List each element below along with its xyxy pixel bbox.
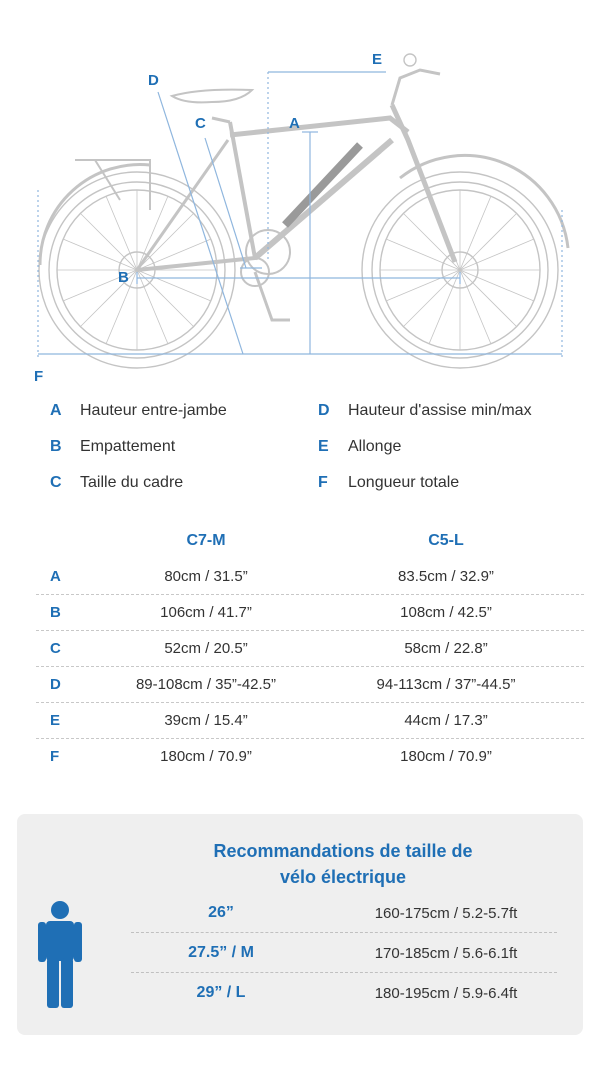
cell-c7m: 180cm / 70.9” [160, 747, 252, 765]
person-icon [37, 900, 83, 1008]
legend-item-a [50, 402, 227, 420]
cell-c7m: 80cm / 31.5” [164, 567, 248, 585]
size-recommendation-panel [17, 814, 583, 1035]
legend-letter: D [318, 402, 330, 419]
recommendation-row [131, 974, 557, 1012]
legend-letter: E [318, 438, 329, 455]
dim-label-a: A [289, 115, 300, 132]
row-letter: A [50, 567, 61, 585]
cell-c5l: 83.5cm / 32.9” [398, 567, 494, 585]
height-range: 160-175cm / 5.2-5.7ft [374, 904, 518, 922]
legend-letter: B [50, 438, 62, 455]
bike-illustration [0, 0, 600, 390]
recommendation-title-line1: Recommandations de taille de [213, 841, 473, 861]
row-letter: C [50, 639, 61, 657]
bike-geometry-diagram [0, 0, 600, 390]
legend-letter: C [50, 474, 62, 491]
column-header-c7m: C7-M [186, 532, 226, 549]
wheel-size: 29” / L [196, 984, 246, 1001]
cell-c5l: 44cm / 17.3” [404, 711, 488, 729]
dim-line-c [205, 138, 246, 268]
row-letter: B [50, 603, 61, 621]
legend-label: Longueur totale [348, 474, 460, 491]
column-header-c5l: C5-L [428, 532, 464, 549]
height-range: 180-195cm / 5.9-6.4ft [374, 984, 518, 1002]
legend-letter: A [50, 402, 62, 419]
dim-label-d: D [148, 72, 159, 89]
cell-c7m: 39cm / 15.4” [164, 711, 248, 729]
wheel-size: 26” [208, 904, 234, 921]
cell-c5l: 180cm / 70.9” [400, 747, 492, 765]
table-row [36, 666, 584, 703]
recommendation-title [167, 838, 519, 890]
row-letter: F [50, 747, 60, 765]
cell-c5l: 108cm / 42.5” [400, 603, 492, 621]
legend-letter: F [318, 474, 328, 491]
cell-c5l: 94-113cm / 37”-44.5” [376, 675, 516, 693]
recommendation-row [131, 934, 557, 973]
table-row [36, 630, 584, 667]
recommendation-row [131, 894, 557, 933]
cell-c5l: 58cm / 22.8” [404, 639, 488, 657]
legend-label: Hauteur d'assise min/max [348, 402, 532, 419]
legend-item-f [318, 474, 459, 492]
height-range: 170-185cm / 5.6-6.1ft [374, 944, 518, 962]
legend-item-d [318, 402, 532, 420]
cell-c7m: 106cm / 41.7” [160, 603, 252, 621]
dim-label-c: C [195, 115, 206, 132]
legend-label: Allonge [348, 438, 402, 455]
cell-c7m: 52cm / 20.5” [164, 639, 248, 657]
legend-item-c [50, 474, 183, 492]
table-row [36, 738, 584, 774]
table-row [36, 594, 584, 631]
dim-label-e: E [372, 51, 383, 68]
legend-label: Empattement [80, 438, 176, 455]
recommendation-title-line2: vélo électrique [279, 867, 407, 887]
legend-label: Taille du cadre [80, 474, 184, 491]
legend-label: Hauteur entre-jambe [80, 402, 227, 419]
row-letter: E [50, 711, 61, 729]
table-row [36, 558, 584, 595]
cell-c7m: 89-108cm / 35”-42.5” [135, 675, 277, 693]
legend-item-b [50, 438, 175, 456]
row-letter: D [50, 675, 61, 693]
dim-label-f: F [34, 368, 44, 385]
table-row [36, 702, 584, 739]
dim-label-b: B [118, 269, 129, 286]
legend-item-e [318, 438, 401, 456]
wheel-size: 27.5” / M [188, 944, 254, 961]
